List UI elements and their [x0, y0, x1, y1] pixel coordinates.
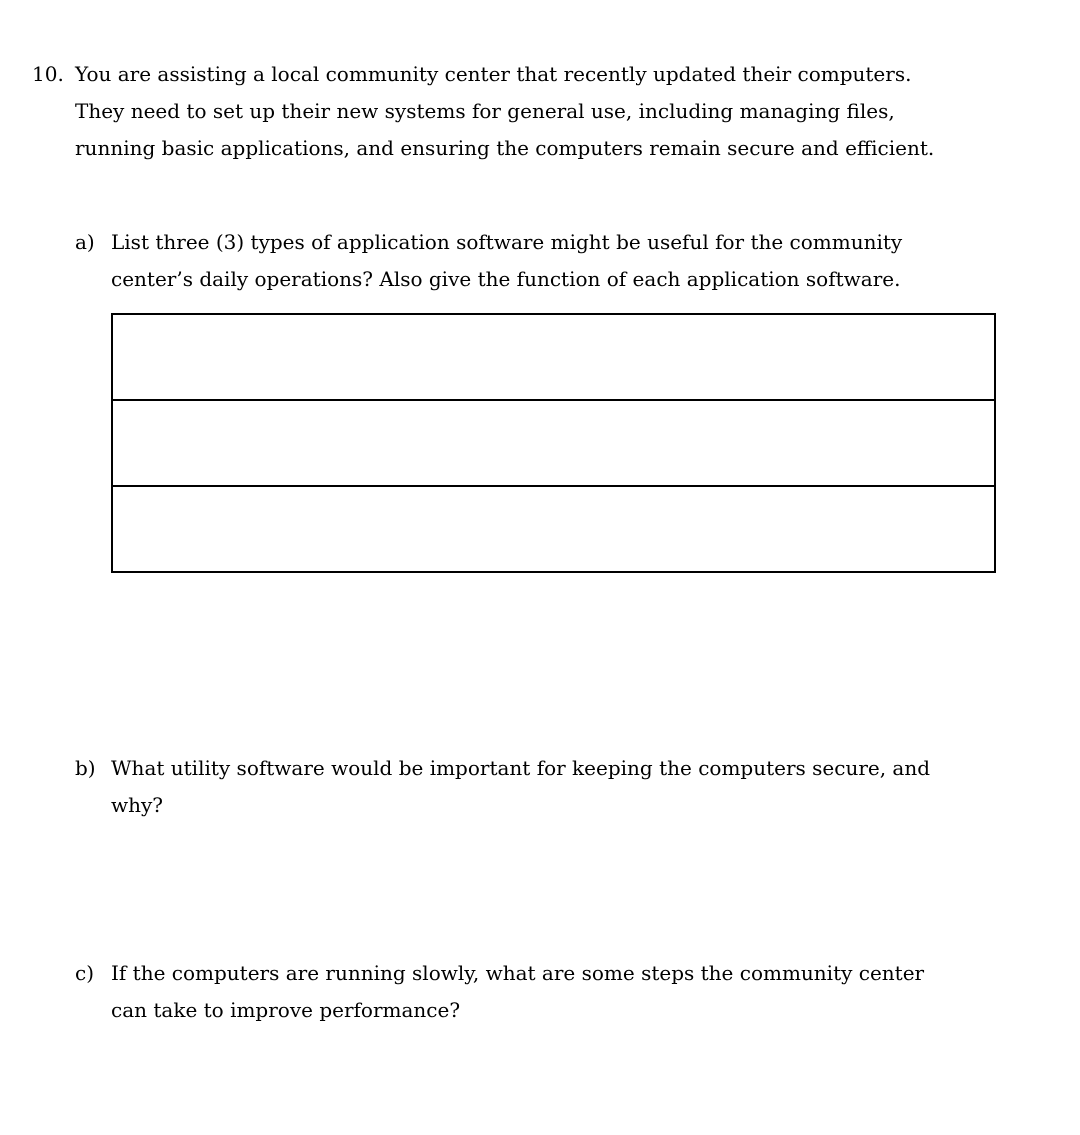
part-c-line: can take to improve performance? [111, 998, 461, 1022]
part-b-line: What utility software would be important for keeping the computers secure, and [111, 756, 931, 780]
part-c-line: If the computers are running slowly, what are some steps the community center [111, 961, 925, 985]
question-intro-line: They need to set up their new systems for general use, including managing files, [75, 99, 895, 123]
table-row [112, 314, 995, 400]
part-b-question [111, 750, 1011, 824]
answer-table [111, 313, 996, 573]
part-b-letter: b) [75, 756, 96, 780]
question-intro-line: You are assisting a local community center that recently updated their computers. [75, 62, 912, 86]
question-intro [75, 56, 1035, 167]
part-b-line: why? [111, 793, 164, 817]
part-a-line: center’s daily operations? Also give the function of each application software. [111, 267, 901, 291]
answer-cell-3[interactable] [112, 486, 995, 572]
answer-cell-2[interactable] [112, 400, 995, 486]
table-row [112, 486, 995, 572]
part-a-line: List three (3) types of application software might be useful for the community [111, 230, 903, 254]
part-a-letter: a) [75, 230, 95, 254]
table-row [112, 400, 995, 486]
part-c-question [111, 955, 1011, 1029]
question-intro-line: running basic applications, and ensuring the computers remain secure and efficient. [75, 136, 935, 160]
part-c-letter: c) [75, 961, 95, 985]
question-number: 10. [32, 62, 64, 86]
part-a-question [111, 224, 1011, 298]
answer-cell-1[interactable] [112, 314, 995, 400]
